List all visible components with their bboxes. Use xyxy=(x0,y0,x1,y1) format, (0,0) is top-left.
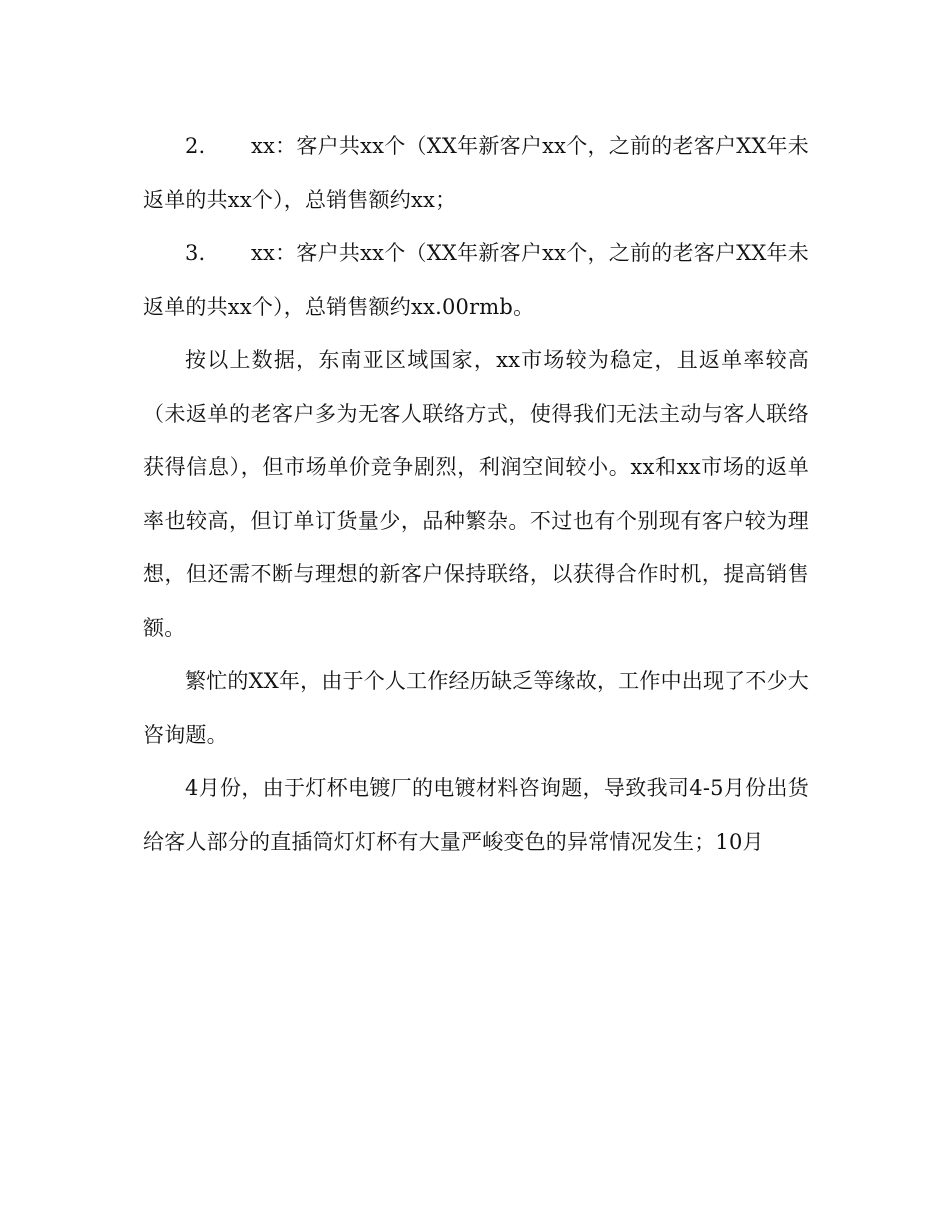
document-body xyxy=(143,120,809,869)
list-item-text: xx：客户共xx个（XX年新客户xx个，之前的老客户XX年未返单的共xx个），总销售额约xx； xyxy=(143,134,809,212)
paragraph-april-issue: 4月份，由于灯杯电镀厂的电镀材料咨询题，导致我司4-5月份出货给客人部分的直插筒灯灯杯有大量严峻变色的异常情况发生；10月 xyxy=(143,776,809,854)
paragraph-market-analysis: 按以上数据，东南亚区域国家，xx市场较为稳定，且返单率较高（未返单的老客户多为无客人联络方式，使得我们无法主动与客人联络获得信息），但市场单价竞争剧烈，利润空间较小。xx和xx市场的返单率也较高，但订单订货量少，品种繁杂。不过也有个别现有客户较为理想，但还需不断与理想的新客户保持联络，以获得合作时机，提高销售额。 xyxy=(143,348,809,640)
list-item-3 xyxy=(143,227,809,334)
list-number: 3. xyxy=(185,241,206,265)
list-item-2 xyxy=(143,120,809,227)
paragraph-problems-intro: 繁忙的XX年，由于个人工作经历缺乏等缘故，工作中出现了不少大咨询题。 xyxy=(143,669,809,747)
list-number: 2. xyxy=(185,134,206,158)
list-item-text: xx：客户共xx个（XX年新客户xx个，之前的老客户XX年未返单的共xx个），总销售额约xx.00rmb。 xyxy=(143,241,809,319)
